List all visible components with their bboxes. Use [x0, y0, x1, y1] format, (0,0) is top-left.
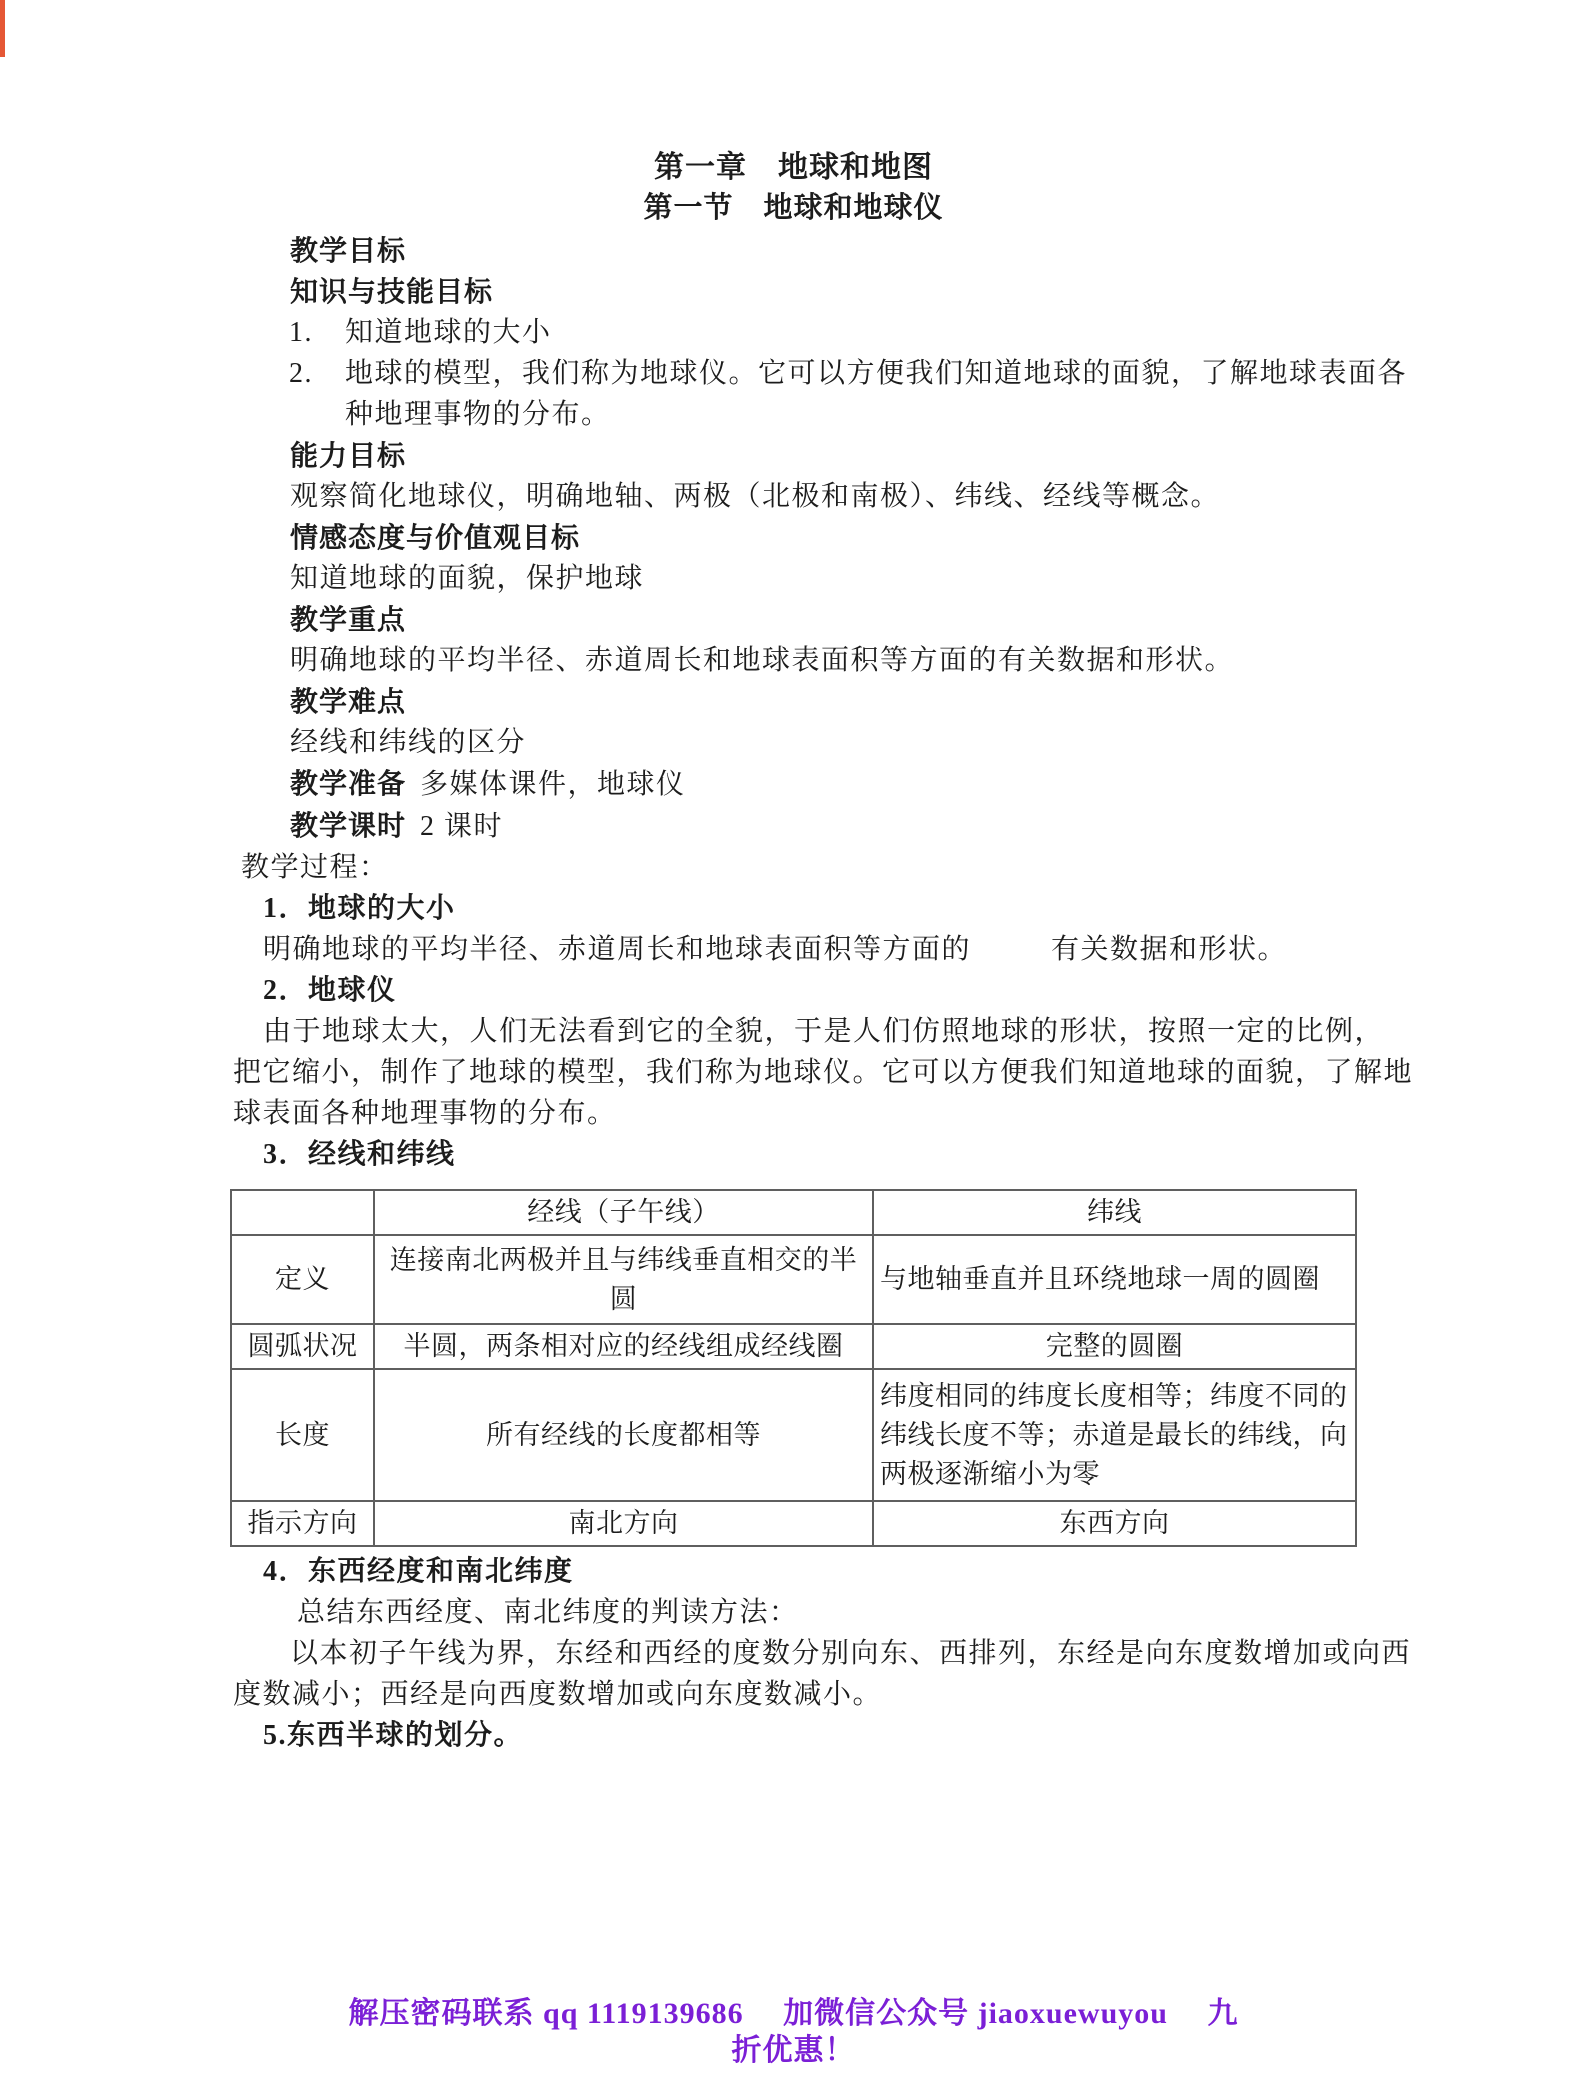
table-header-cell-meridian: 经线（子午线） [374, 1190, 873, 1235]
heading-step5-hemispheres: 5.东西半球的划分。 [263, 1720, 524, 1751]
footer-line1: 解压密码联系 qq 1119139686 加微信公众号 jiaoxuewuyou 九 [348, 1997, 1239, 2030]
paragraph-line: 球表面各种地理事物的分布。 [233, 1098, 617, 1129]
step4-intro: 总结东西经度、南北纬度的判读方法： [297, 1597, 799, 1628]
list-item-number: 2. [289, 358, 313, 389]
cell-parallel: 完整的圆圈 [873, 1324, 1356, 1369]
row-label: 指示方向 [231, 1501, 374, 1546]
row-label: 定义 [231, 1235, 374, 1324]
teaching-periods-line [233, 805, 1424, 847]
heading-affective-goals: 情感态度与价值观目标 [290, 522, 581, 553]
heading-teaching-process: 教学过程： [241, 852, 389, 883]
table-row [231, 1235, 1356, 1324]
footer [0, 1995, 1587, 2069]
row-label: 圆弧状况 [231, 1324, 374, 1369]
cell-meridian: 连接南北两极并且与纬线垂直相交的半圆 [374, 1235, 873, 1324]
heading-teaching-difficulties: 教学难点 [290, 686, 407, 717]
step2-paragraph [233, 1011, 1424, 1134]
heading-step1-earth-size: 1．地球的大小 [263, 893, 456, 924]
table-row [231, 1369, 1356, 1501]
footer-line2: 折优惠！ [731, 2034, 856, 2067]
table-header-row [231, 1190, 1356, 1235]
paragraph-line: 以本初子午线为界，东经和西经的度数分别向东、西排列，东经是向东度数增加或向西 [290, 1638, 1412, 1669]
heading-step3-meridians-parallels: 3．经线和纬线 [263, 1139, 456, 1170]
step1-text-part1: 明确地球的平均半径、赤道周长和地球表面积等方面的 [263, 934, 972, 965]
chapter-title: 第一章 地球和地图 [654, 151, 933, 184]
step4-paragraph [233, 1633, 1424, 1715]
paragraph-line: 度数减小；西经是向西度数增加或向东度数减小。 [233, 1679, 883, 1710]
list-item-text [345, 353, 1424, 435]
teaching-periods-text: 2 课时 [420, 811, 504, 842]
list-item-line: 地球的模型，我们称为地球仪。它可以方便我们知道地球的面貌，了解地球表面各 [345, 358, 1408, 389]
cell-parallel: 东西方向 [873, 1501, 1356, 1546]
list-item [233, 312, 1424, 353]
heading-teaching-periods: 教学课时 [290, 810, 407, 841]
cell-parallel: 纬度相同的纬度长度相等；纬度不同的纬线长度不等；赤道是最长的纬线，向两极逐渐缩小为零 [873, 1369, 1356, 1501]
table-row [231, 1501, 1356, 1546]
scan-artifact-mark [0, 0, 5, 57]
teaching-preparation-line [233, 763, 1424, 805]
step1-text [233, 929, 1424, 970]
heading-step2-globe: 2．地球仪 [263, 975, 397, 1006]
table-header-cell-blank [231, 1190, 374, 1235]
heading-knowledge-skills: 知识与技能目标 [290, 276, 494, 307]
document-body [233, 230, 1424, 1756]
meridian-parallel-table [230, 1189, 1357, 1547]
list-item-line: 种地理事物的分布。 [345, 399, 611, 430]
affective-goals-text: 知道地球的面貌，保护地球 [290, 563, 645, 594]
list-item [233, 353, 1424, 435]
row-label: 长度 [231, 1369, 374, 1501]
heading-teaching-preparation: 教学准备 [290, 768, 407, 799]
table-row [231, 1324, 1356, 1369]
list-item-number: 1. [289, 317, 313, 348]
section-title: 第一节 地球和地球仪 [643, 192, 944, 224]
teaching-preparation-text: 多媒体课件，地球仪 [420, 769, 686, 800]
cell-meridian: 南北方向 [374, 1501, 873, 1546]
list-item-text: 知道地球的大小 [345, 317, 552, 348]
teaching-key-points-text: 明确地球的平均半径、赤道周长和地球表面积等方面的有关数据和形状。 [290, 645, 1235, 676]
heading-ability-goals: 能力目标 [290, 440, 407, 471]
paragraph-line: 由于地球太大，人们无法看到它的全貌，于是人们仿照地球的形状，按照一定的比例， [263, 1016, 1385, 1047]
heading-teaching-goals: 教学目标 [290, 235, 407, 266]
table-header-cell-parallel: 纬线 [873, 1190, 1356, 1235]
cell-meridian: 半圆，两条相对应的经线组成经线圈 [374, 1324, 873, 1369]
cell-meridian: 所有经线的长度都相等 [374, 1369, 873, 1501]
heading-teaching-key-points: 教学重点 [290, 604, 407, 635]
step1-text-part2: 有关数据和形状。 [1051, 934, 1288, 965]
cell-parallel: 与地轴垂直并且环绕地球一周的圆圈 [873, 1235, 1356, 1324]
heading-step4-longitude-latitude: 4．东西经度和南北纬度 [263, 1556, 574, 1587]
ability-goals-text: 观察简化地球仪，明确地轴、两极（北极和南极）、纬线、经线等概念。 [290, 481, 1221, 512]
teaching-difficulties-text: 经线和纬线的区分 [290, 727, 527, 758]
paragraph-line: 把它缩小，制作了地球的模型，我们称为地球仪。它可以方便我们知道地球的面貌，了解地 [233, 1057, 1414, 1088]
